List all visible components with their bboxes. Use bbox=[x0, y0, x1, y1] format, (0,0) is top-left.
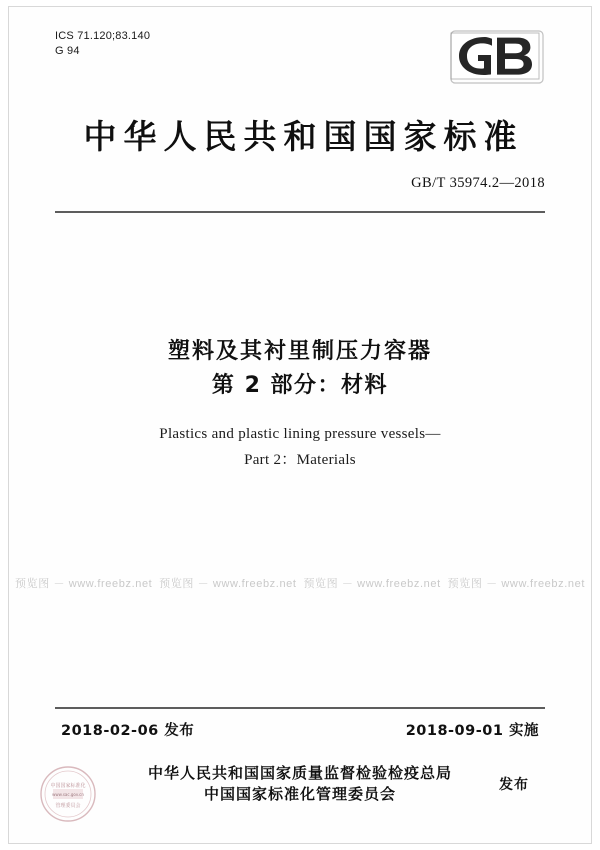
gb-logo-icon bbox=[445, 25, 545, 87]
watermark-row bbox=[9, 575, 591, 591]
ccs-code: G 94 bbox=[55, 45, 80, 57]
document-title-en-line2: Part 2：Materials bbox=[244, 452, 356, 468]
watermark-item: 预览图 － www.freebz.net bbox=[447, 578, 585, 590]
page-title: 中华人民共和国国家标准 bbox=[83, 117, 524, 156]
publisher-line1: 中华人民共和国国家质量监督检验检疫总局 bbox=[147, 764, 452, 782]
official-seal-icon bbox=[37, 763, 99, 825]
watermark-item: 预览图 － www.freebz.net bbox=[303, 578, 441, 590]
cover-sheet bbox=[8, 6, 592, 844]
publisher-issue-label: 发布 bbox=[499, 777, 529, 793]
effective-date: 2018-09-01 实施 bbox=[405, 723, 539, 739]
divider-bottom bbox=[55, 707, 545, 709]
document-title-line2: 第 2 部分：材料 bbox=[211, 373, 389, 398]
document-title-line1: 塑料及其衬里制压力容器 bbox=[167, 339, 432, 364]
ics-classification-block bbox=[55, 29, 150, 59]
publisher-line2: 中国国家标准化管理委员会 bbox=[203, 785, 396, 803]
document-title-en-line1: Plastics and plastic lining pressure vessels— bbox=[159, 426, 441, 442]
svg-text:管理委员会: 管理委员会 bbox=[55, 803, 81, 809]
svg-text:中国国家标准化: 中国国家标准化 bbox=[50, 783, 86, 789]
ics-code: ICS 71.120;83.140 bbox=[55, 30, 151, 42]
watermark-item: 预览图 － www.freebz.net bbox=[159, 578, 297, 590]
divider-top bbox=[55, 211, 545, 213]
svg-text:www.sac.gov.cn: www.sac.gov.cn bbox=[52, 792, 84, 797]
document-title bbox=[9, 335, 591, 403]
watermark-item: 预览图 － www.freebz.net bbox=[15, 578, 153, 590]
issue-date: 2018-02-06 发布 bbox=[61, 723, 195, 739]
standard-number: GB/T 35974.2—2018 bbox=[411, 175, 545, 191]
document-title-english bbox=[9, 421, 591, 473]
